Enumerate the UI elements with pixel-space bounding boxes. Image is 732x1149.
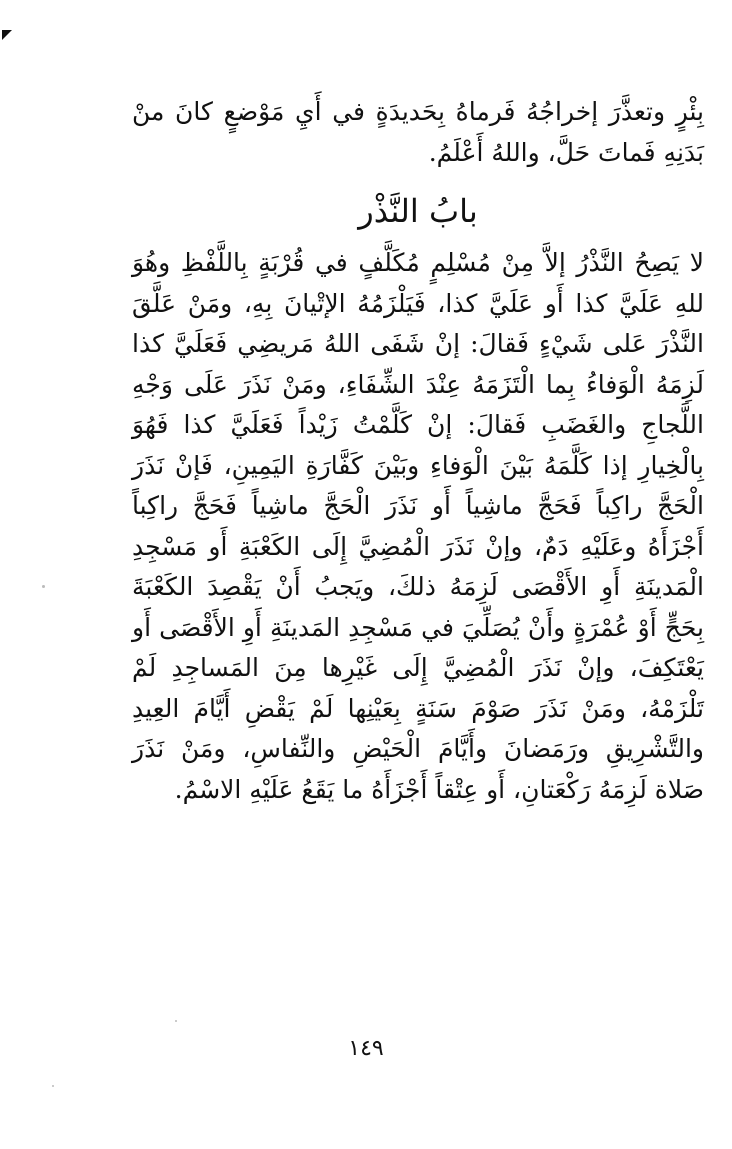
scan-speck (42, 585, 45, 588)
scan-speck (52, 1085, 54, 1087)
intro-paragraph (132, 92, 704, 173)
corner-mark (2, 30, 12, 40)
section-body (132, 243, 704, 810)
intro-text: بِئْرٍ وتعذَّرَ إخراجُهُ فَرماهُ بِحَديدَةٍ في أَيِ مَوْضعٍ كانَ منْ بَدَنِهِ فَماتَ حَلَّ، واللهُ أَعْلَمُ. (132, 97, 704, 167)
section-title: بابُ النَّذْر (358, 192, 478, 230)
page-number: ١٤٩ (348, 1036, 384, 1061)
section-text: لا يَصِحُ النَّذْرُ إلاَّ مِنْ مُسْلِمٍ مُكَلَّفٍ في قُرْبَةٍ بِاللَّفْظِ وهُوَ للهِ عَلَيَّ كذا أَو عَلَيَّ كذا، فَيَلْزَمُهُ الإتْيانَ بِهِ، ومَنْ عَلَّقَ النَّذْرَ عَلى شَيْءٍ فَقالَ: إنْ شَفَى اللهُ مَريضِي فَعَلَيَّ كذا لَزِمَهُ الْوَفاءُ بِما الْتَزَمَهُ عِنْدَ الشِّفَاءِ، ومَنْ نَذَرَ عَلَى وَجْهِ اللَّجاجِ والغَضَبِ فَقالَ: إنْ كَلَّمْتُ زَيْداً فَعَلَيَّ كذا فَهُوَ بِالْخِيارِ إذا كَلَّمَهُ بَيْنَ الْوَفاءِ وبَيْنَ كَفَّارَةِ اليَمِينِ، فَإنْ نَذَرَ الْحَجَّ راكِباً فَحَجَّ ماشِياً أَو نَذَرَ الْحَجَّ ماشِياً فَحَجَّ راكِباً أَجْزَأَهُ وعَلَيْهِ دَمٌ، وإنْ نَذَرَ الْمُضِيَّ إِلَى الكَعْبَةِ أَو مَسْجِدِ الْمَدينَةِ أَوِ الأَقْصَى لَزِمَهُ ذلكَ، ويَجبُ أَنْ يَقْصِدَ الكَعْبَةَ بِحَجٍّ أَوْ عُمْرَةٍ وأَنْ يُصَلِّيَ في مَسْجِدِ المَدينَةِ أَوِ الأَقْصَى أَو يَعْتَكِفَ، وإنْ نَذَرَ الْمُضِيَّ إِلَى غَيْرِها مِنَ المَساجِدِ لَمْ تَلْزَمْهُ، ومَنْ نَذَرَ صَوْمَ سَنَةٍ بِعَيْنِها لَمْ يَقْضِ أَيَّامَ العِيدِ والتَّشْرِيقِ ورَمَضانَ وأَيَّامَ الْحَيْضِ والنِّفاسِ، ومَنْ نَذَرَ صَلاة لَزِمَهُ رَكْعَتانِ، أَو عِتْقاً أَجْزَأَهُ ما يَقَعُ عَلَيْهِ الاسْمُ. (132, 248, 704, 804)
scan-speck (175, 1020, 177, 1022)
page-content (132, 92, 704, 810)
